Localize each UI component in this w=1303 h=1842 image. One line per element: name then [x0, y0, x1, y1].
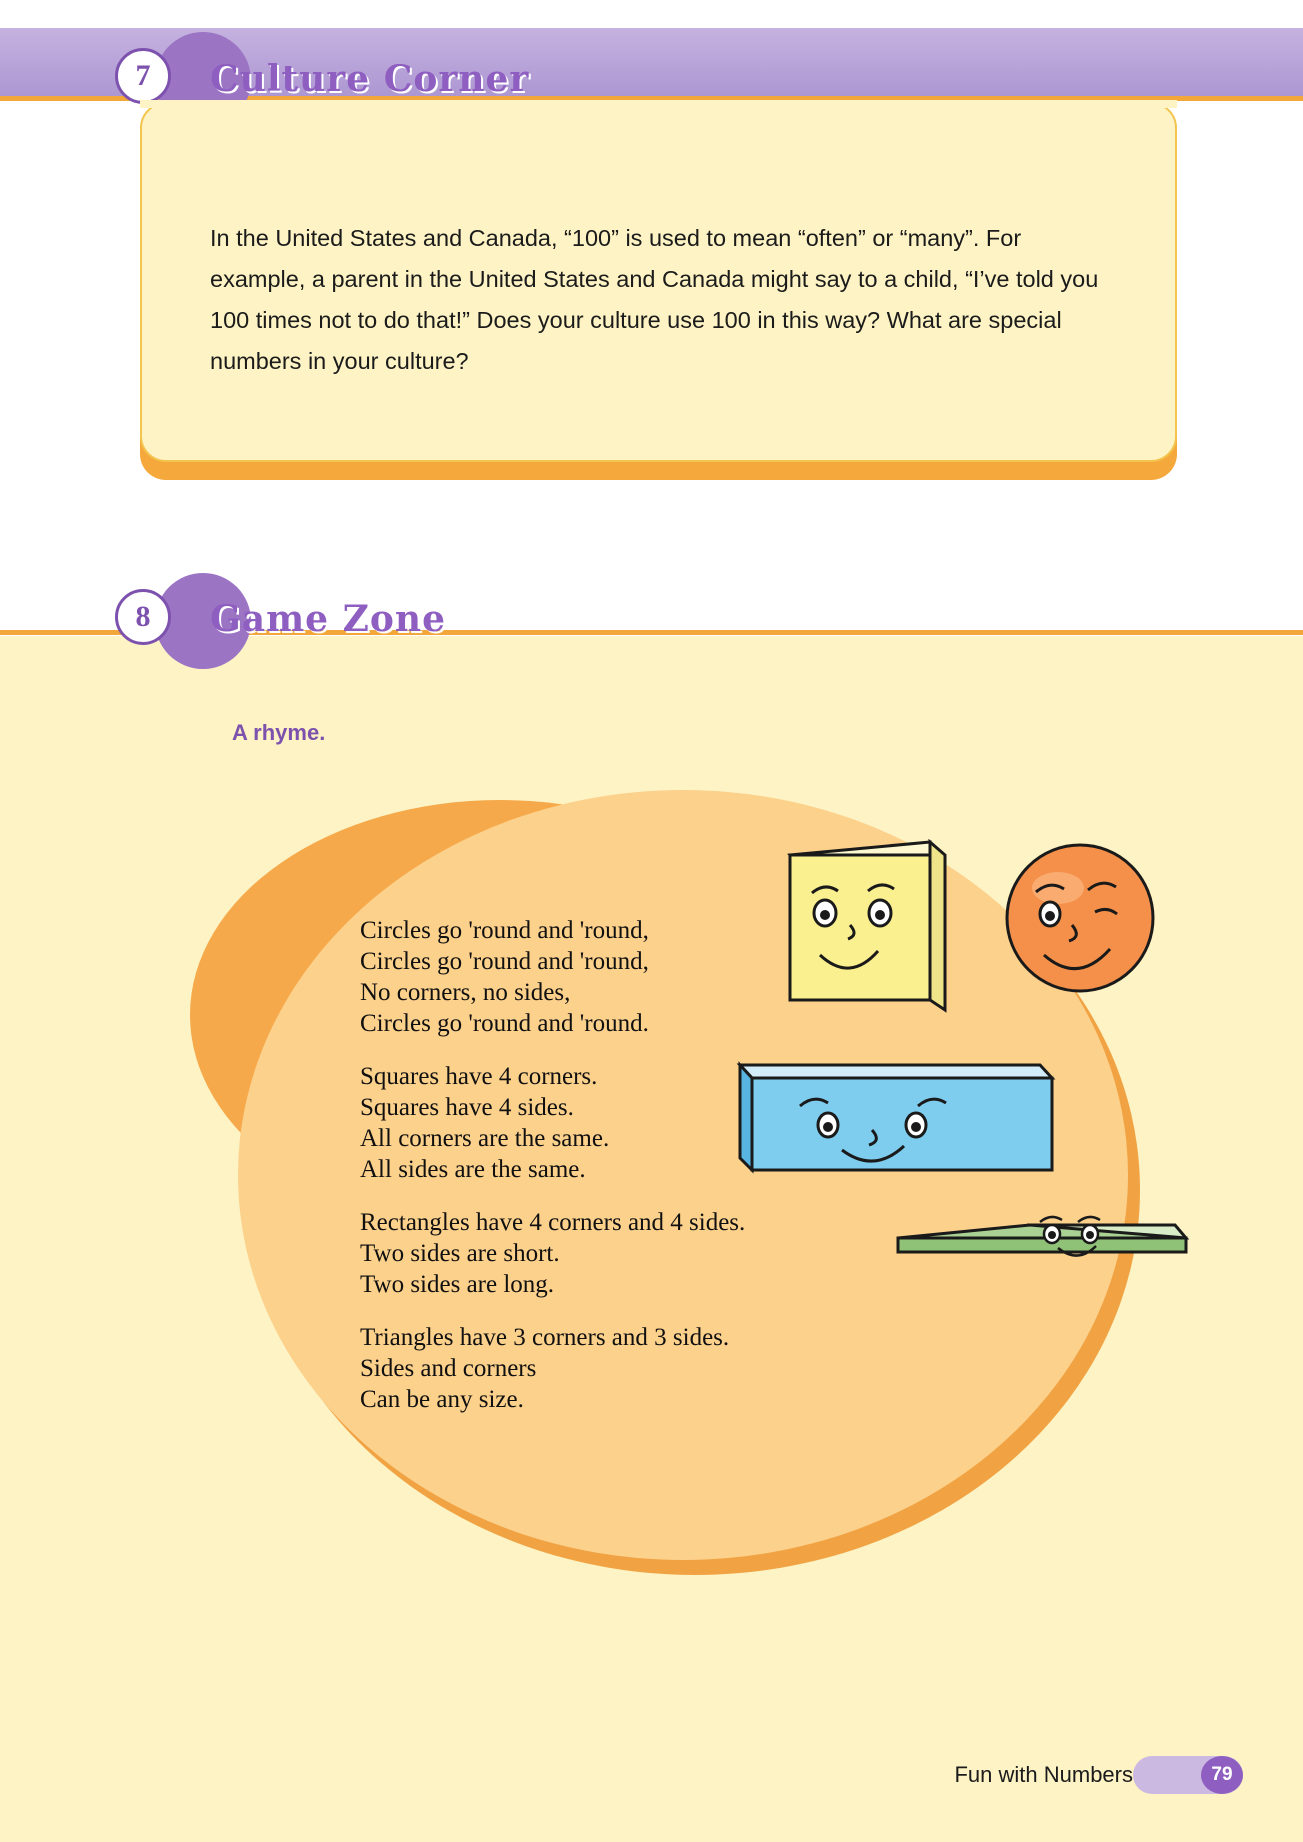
footer-chapter-label: Fun with Numbers — [954, 1762, 1133, 1787]
rhyme-line: Squares have 4 sides. — [360, 1094, 574, 1121]
rhyme-line: All corners are the same. — [360, 1125, 610, 1152]
rhyme-line: Circles go 'round and 'round, — [360, 917, 649, 944]
rhyme-line: Can be any size. — [360, 1386, 524, 1413]
rhyme-line: No corners, no sides, — [360, 979, 571, 1006]
section-8-number: 8 — [135, 600, 151, 633]
section-7-number: 7 — [135, 59, 151, 92]
smiling-square — [790, 842, 945, 1010]
culture-corner-body-text: In the United States and Canada, “100” is used to mean “often” or “many”. For example, a parent in the United States and Canada might say to a child, “I’ve told you 100 times not to do that!” Does your culture use 100 in this way? What are special numbers in your culture? — [210, 225, 1099, 374]
rhyme-line: Circles go 'round and 'round, — [360, 948, 649, 975]
smiling-rectangle — [740, 1065, 1052, 1170]
rhyme-line: Circles go 'round and 'round. — [360, 1010, 649, 1037]
rhyme-line: Rectangles have 4 corners and 4 sides. — [360, 1209, 746, 1236]
rhyme-line: All sides are the same. — [360, 1156, 586, 1183]
rhyme-line: Squares have 4 corners. — [360, 1063, 598, 1090]
rhyme-line: Sides and corners — [360, 1355, 537, 1382]
rhyme-line: Triangles have 3 corners and 3 sides. — [360, 1324, 730, 1351]
smiling-triangle — [898, 1217, 1186, 1256]
section-8-title: Game Zone — [210, 598, 446, 640]
rhyme-line: Two sides are long. — [360, 1271, 555, 1298]
smiling-circle — [1007, 845, 1153, 991]
rhyme-subtitle: A rhyme. — [232, 720, 326, 745]
rhyme-line: Two sides are short. — [360, 1240, 560, 1267]
section-7-title: Culture Corner — [210, 58, 530, 100]
footer-page-number: 79 — [1201, 1756, 1243, 1794]
